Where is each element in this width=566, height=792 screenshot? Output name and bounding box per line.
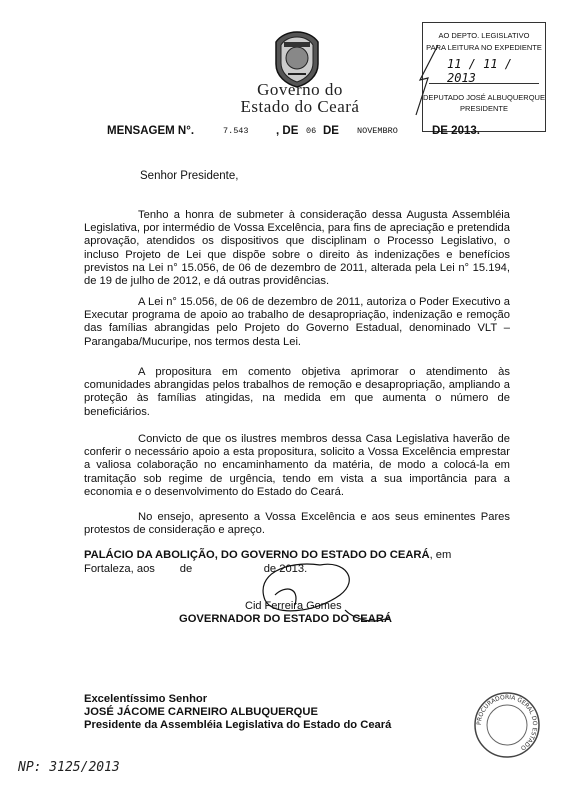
stamp-signature-scribble xyxy=(408,40,448,120)
svg-text:PROCURADORIA GERAL DO ESTADO xyxy=(476,694,538,752)
paragraph-4: Convicto de que os ilustres membros dessa Casa Legislativa haverão de conferir o necessário apoio a esta propositura, solicito a Vossa Excelência emprestar a valiosa colaboração no encaminhamento da matéria, de modo a colocá-la em tramitação sob regime de urgência, tendo em vista a sua importância para a economia e o desenvolvimento do Estado do Ceará. xyxy=(84,433,510,498)
paragraph-3: A propositura em comento objetiva aprimorar o atendimento às comunidades abrangidas pelos trabalhos de remoção e desapropriação, ampliando a proteção às famílias atingidas, na medida em que aumenta o número de beneficiários. xyxy=(84,366,510,418)
paragraph-5: No ensejo, apresento a Vossa Excelência e aos seus eminentes Pares protestos de consideração e apreço. xyxy=(84,511,510,537)
footer-protocol-number: NP: 3125/2013 xyxy=(18,760,120,775)
paragraph-2: A Lei n° 15.056, de 06 de dezembro de 2011, autoriza o Poder Executivo a Executar programa de apoio ao trabalho de desapropriação, indenização e remoção das famílias abrangidas pelo Projeto do Governo Estadual, denominado VLT – Parangaba/Mucuripe, nos termos desta Lei. xyxy=(84,296,510,348)
stamp-line2: PARA LEITURA NO EXPEDIENTE xyxy=(426,43,542,52)
message-number: 7.543 xyxy=(223,126,249,136)
message-de2: DE xyxy=(323,125,339,137)
message-label: MENSAGEM N°. xyxy=(107,125,195,137)
paragraph-1: Tenho a honra de submeter à consideração dessa Augusta Assembléia Legislativa, por intermédio de Vossa Excelência, para fins de apreciação e pretendida aprovação, atendidos os dispositivos que disciplinam o Processo Legislativo, o incluso Projeto de Lei que dispõe sobre o direito às indenizações e benefícios previstos na Lei n° 15.056, de 06 de dezembro de 2011, alterada pela Lei n° 15.194, de 19 de julho de 2012, e dá outras providências. xyxy=(84,209,510,288)
addressee-line3: Presidente da Assembléia Legislativa do Estado do Ceará xyxy=(84,719,392,731)
closing-place-rest: , em xyxy=(429,549,452,561)
government-title-line1: Governo do xyxy=(257,80,343,99)
salutation: Senhor Presidente, xyxy=(140,170,239,182)
stamp-line3: DEPUTADO JOSÉ ALBUQUERQUE xyxy=(423,93,545,102)
message-day: 06 xyxy=(306,126,317,136)
message-year: DE 2013. xyxy=(432,125,480,137)
government-title-line2: Estado do Ceará xyxy=(240,97,360,116)
governor-title: GOVERNADOR DO ESTADO DO CEARÁ xyxy=(179,613,392,625)
message-month: NOVEMBRO xyxy=(357,126,398,136)
round-stamp-icon xyxy=(472,690,542,760)
addressee-line2: JOSÉ JÁCOME CARNEIRO ALBUQUERQUE xyxy=(84,706,318,718)
closing-date: Fortaleza, aos de de 2013. xyxy=(84,563,308,575)
governor-name: Cid Ferreira Gomes xyxy=(245,600,342,612)
stamp-line1: AO DEPTO. LEGISLATIVO xyxy=(438,31,530,40)
stamp-date: 11 / 11 / 2013 xyxy=(447,57,513,85)
closing-place-bold: PALÁCIO DA ABOLIÇÃO, DO GOVERNO DO ESTADO DO CEARÁ xyxy=(84,549,430,561)
message-de1: , DE xyxy=(276,125,299,137)
round-stamp-text: PROCURADORIA GERAL DO ESTADO xyxy=(475,693,539,752)
stamp-line4: PRESIDENTE xyxy=(460,104,508,113)
addressee-line1: Excelentíssimo Senhor xyxy=(84,693,208,705)
